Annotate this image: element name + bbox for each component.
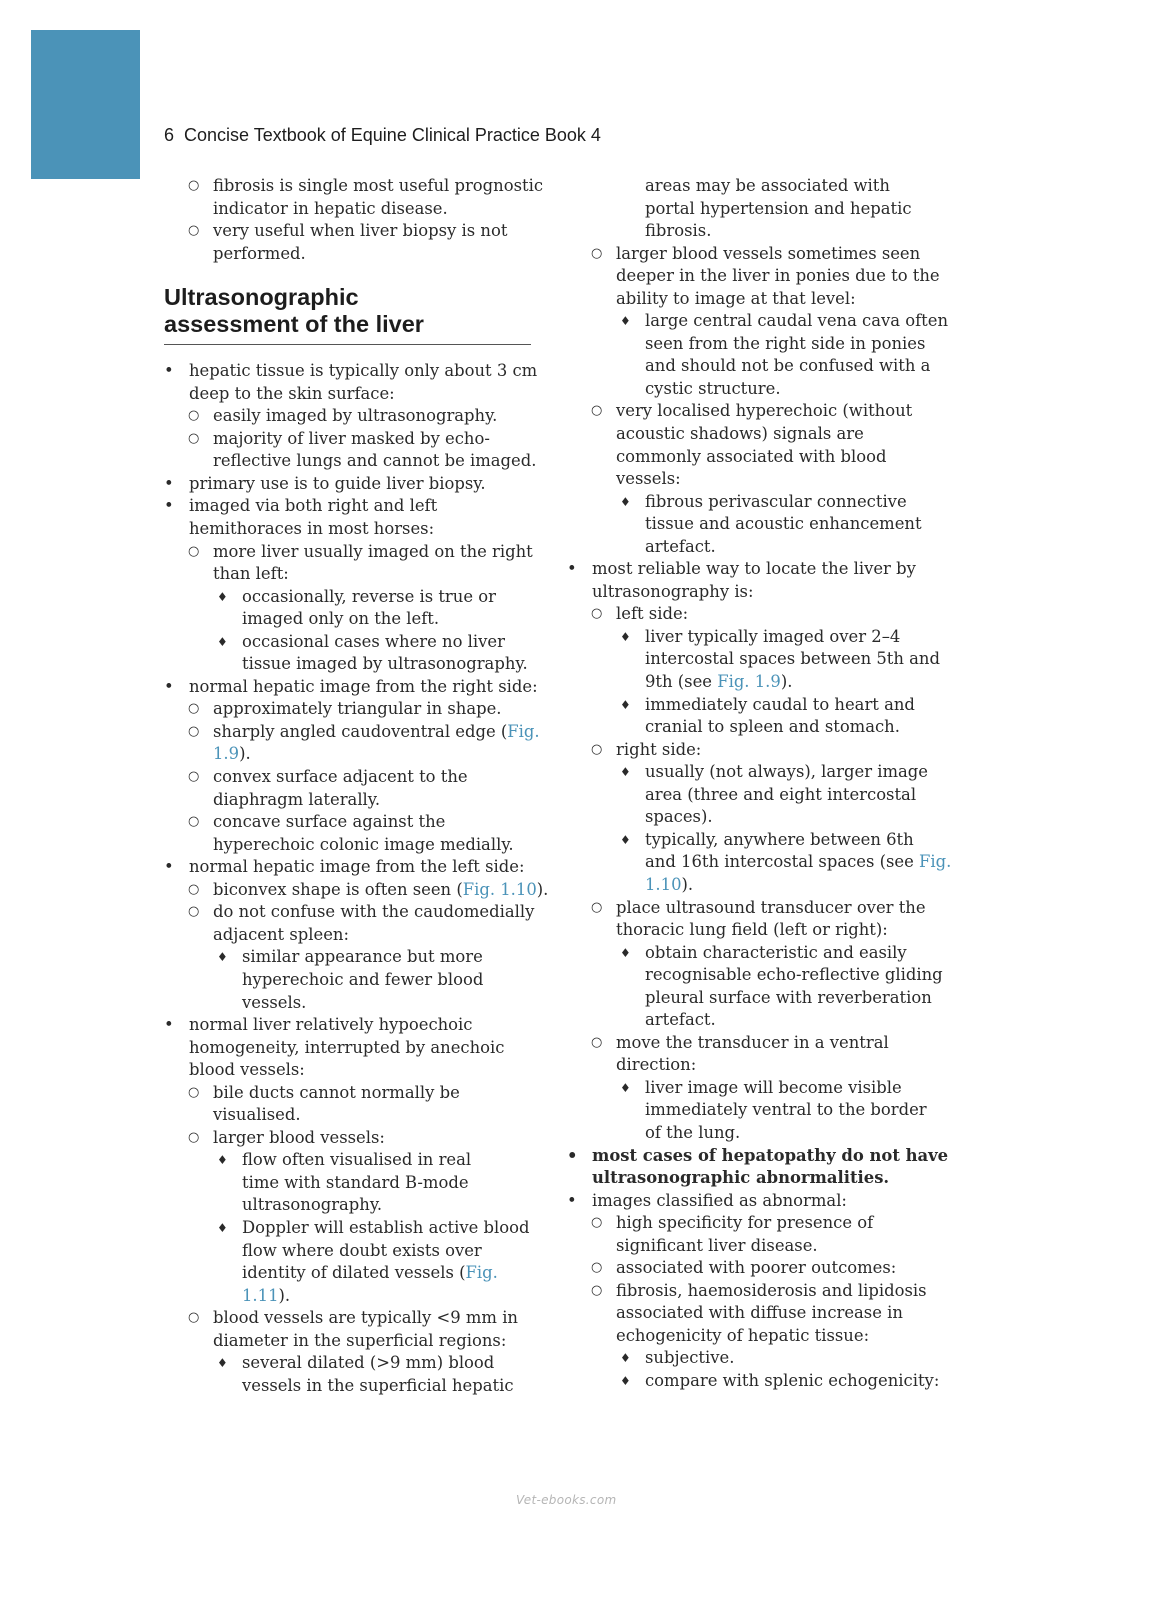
line-text: diaphragm laterally.	[213, 789, 381, 809]
line-text: spaces).	[645, 807, 713, 827]
text-line	[567, 851, 952, 874]
line-text: left side:	[616, 604, 689, 624]
line-text: acoustic shadows) signals are	[616, 424, 864, 444]
line-text: do not confuse with the caudomedially	[213, 902, 535, 922]
bullet-marker: •	[567, 1190, 577, 1210]
text-line	[164, 450, 536, 473]
text-line	[567, 694, 945, 717]
bullet-marker: •	[164, 857, 174, 877]
line-text: hepatic tissue is typically only about 3 cm	[189, 361, 538, 381]
text-line	[164, 879, 549, 902]
line-text: biconvex shape is often seen (	[213, 879, 463, 899]
line-text: place ultrasound transducer over the	[616, 897, 926, 917]
line-text: ).	[278, 1285, 291, 1305]
line-text: associated with diffuse increase in	[616, 1303, 903, 1323]
figure-link[interactable]: Fig. 1.10	[462, 879, 537, 899]
text-line	[567, 1077, 945, 1100]
text-line	[567, 1122, 945, 1145]
line-text: fibrosis is single most useful prognostic	[213, 176, 544, 195]
line-text: homogeneity, interrupted by anechoic	[189, 1037, 505, 1057]
line-text: ability to image at that level:	[616, 288, 856, 308]
text-line	[164, 1194, 536, 1217]
text-line	[567, 1145, 949, 1168]
text-line	[164, 946, 536, 969]
text-line	[164, 360, 536, 383]
text-line	[164, 541, 536, 564]
page-number: 6	[164, 125, 175, 145]
figure-link[interactable]: 1.11	[242, 1285, 279, 1305]
text-line	[567, 220, 945, 243]
circle-marker: ○	[591, 1215, 603, 1231]
diamond-marker: ♦	[620, 697, 631, 712]
text-line	[567, 829, 945, 852]
bullet-marker: •	[567, 1145, 578, 1165]
line-text: ultrasonographic abnormalities.	[592, 1168, 890, 1188]
line-text: imaged via both right and left	[189, 496, 438, 516]
line-text: most cases of hepatopathy do not have	[592, 1145, 949, 1165]
heading-line: assessment of the liver	[164, 311, 424, 338]
circle-marker: ○	[591, 741, 603, 757]
line-text: ultrasonography.	[242, 1195, 383, 1215]
line-text: several dilated (>9 mm) blood	[242, 1353, 495, 1373]
text-line	[164, 721, 540, 744]
diamond-marker: ♦	[620, 945, 631, 960]
line-text: adjacent spleen:	[213, 924, 349, 944]
line-text: commonly associated with blood	[616, 446, 887, 466]
text-line	[567, 1347, 945, 1370]
line-text: recognisable echo-reflective gliding	[645, 965, 943, 985]
line-text: vessels.	[242, 992, 307, 1012]
line-text: associated with poorer outcomes:	[616, 1258, 897, 1278]
text-line	[164, 1059, 536, 1082]
line-text: portal hypertension and hepatic	[645, 198, 912, 218]
text-line	[567, 400, 945, 423]
diamond-marker: ♦	[217, 950, 228, 965]
circle-marker: ○	[188, 723, 200, 739]
text-line	[164, 518, 536, 541]
circle-marker: ○	[188, 1084, 200, 1100]
line-text: more liver usually imaged on the right	[213, 541, 533, 561]
text-line	[164, 1217, 536, 1240]
line-text: convex surface adjacent to the	[213, 767, 468, 787]
line-text: imaged only on the left.	[242, 609, 440, 629]
line-text: liver typically imaged over 2–4	[645, 626, 901, 646]
line-text: area (three and eight intercostal	[645, 784, 917, 804]
circle-marker: ○	[188, 769, 200, 785]
line-text: fibrous perivascular connective	[645, 491, 907, 511]
text-line	[567, 942, 945, 965]
line-text: artefact.	[645, 1010, 716, 1030]
figure-link[interactable]: Fig.	[507, 721, 540, 741]
bullet-marker: •	[164, 361, 174, 381]
diamond-marker: ♦	[620, 629, 631, 644]
line-text: very useful when liver biopsy is not	[213, 221, 508, 241]
text-line	[164, 1352, 536, 1375]
line-text: 9th (see	[645, 672, 718, 692]
line-text: and 16th intercostal spaces (see	[645, 852, 920, 872]
line-text: identity of dilated vessels (	[242, 1263, 466, 1283]
text-line	[567, 423, 945, 446]
text-line	[164, 789, 536, 812]
line-text: vessels in the superficial hepatic	[242, 1375, 514, 1395]
circle-marker: ○	[591, 403, 603, 419]
text-line	[164, 811, 536, 834]
text-line	[164, 1172, 536, 1195]
diamond-marker: ♦	[217, 589, 228, 604]
text-line	[567, 1370, 945, 1393]
text-line	[567, 536, 945, 559]
line-text: blood vessels:	[189, 1060, 305, 1080]
circle-marker: ○	[188, 814, 200, 830]
line-text: reflective lungs and cannot be imaged.	[213, 451, 537, 471]
line-text: high specificity for presence of	[616, 1213, 874, 1233]
figure-link[interactable]: Fig.	[465, 1263, 498, 1283]
line-text: right side:	[616, 739, 702, 759]
text-line	[567, 198, 945, 221]
line-text: flow often visualised in real	[242, 1150, 472, 1170]
text-line	[567, 513, 945, 536]
section-heading	[164, 284, 531, 345]
text-line	[164, 1037, 536, 1060]
text-line	[164, 1240, 536, 1263]
line-text: typically, anywhere between 6th	[645, 829, 914, 849]
text-line	[164, 1307, 536, 1330]
line-text: very localised hyperechoic (without	[616, 401, 913, 421]
line-text: move the transducer in a ventral	[616, 1032, 889, 1052]
line-text: areas may be associated with	[645, 176, 890, 195]
circle-marker: ○	[591, 245, 603, 261]
circle-marker: ○	[591, 606, 603, 622]
text-line	[567, 716, 945, 739]
text-line	[164, 198, 536, 221]
text-line	[567, 1235, 945, 1258]
line-text: normal hepatic image from the right side:	[189, 676, 538, 696]
circle-marker: ○	[591, 899, 603, 915]
text-line	[567, 1167, 945, 1190]
diamond-marker: ♦	[217, 1356, 228, 1371]
line-text: cranial to spleen and stomach.	[645, 717, 900, 737]
line-text: deeper in the liver in ponies due to the	[616, 266, 940, 286]
text-line	[164, 1104, 536, 1127]
line-text: ).	[239, 744, 251, 764]
line-text: blood vessels are typically <9 mm in	[213, 1308, 518, 1328]
text-line	[164, 698, 536, 721]
line-text: significant liver disease.	[616, 1235, 818, 1255]
diamond-marker: ♦	[217, 1153, 228, 1168]
line-text: vessels:	[616, 469, 681, 489]
text-line	[567, 897, 945, 920]
line-text: intercostal spaces between 5th and	[645, 649, 940, 669]
text-line	[567, 558, 945, 581]
text-line	[567, 1054, 945, 1077]
line-text: direction:	[616, 1055, 697, 1075]
text-line	[567, 1009, 945, 1032]
line-text: pleural surface with reverberation	[645, 987, 932, 1007]
line-text: thoracic lung field (left or right):	[616, 920, 888, 940]
chapter-color-tab	[31, 30, 140, 179]
text-line	[164, 1285, 536, 1308]
text-line	[164, 1082, 536, 1105]
line-text: tissue and acoustic enhancement	[645, 514, 922, 534]
text-line	[567, 1212, 945, 1235]
line-text: images classified as abnormal:	[592, 1190, 847, 1210]
text-line	[164, 608, 536, 631]
circle-marker: ○	[188, 543, 200, 559]
line-text: easily imaged by ultrasonography.	[213, 406, 498, 426]
text-line	[164, 495, 536, 518]
line-text: tissue imaged by ultrasonography.	[242, 654, 528, 674]
line-text: normal hepatic image from the left side:	[189, 857, 525, 877]
heading-line: Ultrasonographic	[164, 284, 359, 311]
line-text: Doppler will establish active blood	[242, 1217, 530, 1237]
line-text: diameter in the superficial regions:	[213, 1330, 507, 1350]
text-line	[567, 874, 945, 897]
diamond-marker: ♦	[620, 1351, 631, 1366]
circle-marker: ○	[188, 904, 200, 920]
text-line	[567, 355, 945, 378]
line-text: time with standard B-mode	[242, 1172, 469, 1192]
text-line	[164, 563, 536, 586]
line-text: performed.	[213, 243, 306, 263]
text-line	[164, 473, 536, 496]
line-text: ).	[780, 672, 793, 692]
line-text: ultrasonography is:	[592, 581, 754, 601]
line-text: visualised.	[213, 1105, 301, 1125]
circle-marker: ○	[188, 223, 200, 239]
line-text: immediately caudal to heart and	[645, 694, 915, 714]
line-text: large central caudal vena cava often	[645, 311, 949, 331]
text-line	[567, 784, 945, 807]
text-line	[164, 1014, 536, 1037]
line-text: of the lung.	[645, 1122, 741, 1142]
line-text: hyperechoic and fewer blood	[242, 969, 484, 989]
line-text: ).	[681, 874, 694, 894]
book-title: Concise Textbook of Equine Clinical Practice Book 4	[184, 125, 601, 145]
line-text: than left:	[213, 564, 289, 584]
text-line	[164, 924, 536, 947]
diamond-marker: ♦	[620, 314, 631, 329]
text-line	[164, 405, 536, 428]
line-text: hemithoraces in most horses:	[189, 519, 435, 539]
text-line	[567, 288, 945, 311]
line-text: concave surface against the	[213, 812, 446, 832]
text-line	[567, 1257, 945, 1280]
text-line	[567, 491, 945, 514]
text-line	[567, 964, 945, 987]
figure-link[interactable]: 1.9	[213, 744, 240, 764]
text-line	[567, 603, 945, 626]
text-line	[567, 333, 945, 356]
line-text: similar appearance but more	[242, 947, 483, 967]
bullet-marker: •	[164, 473, 174, 493]
line-text: fibrosis, haemosiderosis and lipidosis	[616, 1280, 927, 1300]
running-header	[164, 125, 601, 146]
line-text: immediately ventral to the border	[645, 1100, 927, 1120]
watermark: Vet-ebooks.com	[516, 1493, 617, 1507]
bullet-marker: •	[164, 1015, 174, 1035]
line-text: obtain characteristic and easily	[645, 942, 907, 962]
circle-marker: ○	[188, 178, 200, 193]
text-line	[164, 766, 536, 789]
circle-marker: ○	[591, 1034, 603, 1050]
text-line	[567, 739, 945, 762]
text-line	[567, 1302, 945, 1325]
circle-marker: ○	[188, 701, 200, 717]
line-text: echogenicity of hepatic tissue:	[616, 1325, 870, 1345]
line-text: indicator in hepatic disease.	[213, 198, 448, 218]
text-line	[567, 175, 945, 198]
figure-link[interactable]: Fig. 1.9	[717, 672, 781, 692]
text-line	[164, 175, 544, 198]
text-line	[567, 243, 945, 266]
text-line	[164, 901, 536, 924]
line-text: most reliable way to locate the liver by	[592, 559, 916, 579]
text-line	[164, 743, 536, 766]
text-line	[164, 653, 536, 676]
diamond-marker: ♦	[620, 494, 631, 509]
text-line	[164, 428, 536, 451]
text-line	[164, 834, 536, 857]
line-text: usually (not always), larger image	[645, 762, 929, 782]
diamond-marker: ♦	[620, 1373, 631, 1388]
text-line	[164, 1127, 536, 1150]
text-line	[567, 1325, 945, 1348]
line-text: normal liver relatively hypoechoic	[189, 1015, 473, 1035]
text-line	[164, 1149, 536, 1172]
line-text: approximately triangular in shape.	[213, 699, 502, 719]
text-line	[164, 992, 536, 1015]
line-text: cystic structure.	[645, 378, 781, 398]
line-text: deep to the skin surface:	[189, 383, 395, 403]
text-line	[567, 378, 945, 401]
text-line	[164, 856, 536, 879]
text-line	[567, 1099, 945, 1122]
diamond-marker: ♦	[217, 634, 228, 649]
text-line	[567, 671, 945, 694]
text-line	[567, 626, 945, 649]
text-line	[567, 761, 945, 784]
circle-marker: ○	[591, 1282, 603, 1298]
line-text: and should not be confused with a	[645, 356, 931, 376]
line-text: artefact.	[645, 536, 716, 556]
line-text: majority of liver masked by echo-	[213, 428, 490, 448]
text-line	[567, 1190, 945, 1213]
circle-marker: ○	[188, 1310, 200, 1326]
text-line	[567, 987, 945, 1010]
line-text: subjective.	[645, 1348, 735, 1368]
circle-marker: ○	[188, 881, 200, 897]
line-text: bile ducts cannot normally be	[213, 1082, 460, 1102]
text-line	[567, 1032, 945, 1055]
figure-link[interactable]: 1.10	[645, 874, 682, 894]
diamond-marker: ♦	[217, 1220, 228, 1235]
line-text: occasional cases where no liver	[242, 631, 505, 651]
line-text: larger blood vessels sometimes seen	[616, 243, 921, 263]
diamond-marker: ♦	[620, 832, 631, 847]
bullet-marker: •	[164, 496, 174, 516]
line-text: seen from the right side in ponies	[645, 333, 926, 353]
circle-marker: ○	[591, 1260, 603, 1276]
line-text: flow where doubt exists over	[242, 1240, 482, 1260]
line-text: liver image will become visible	[645, 1077, 902, 1097]
figure-link[interactable]: Fig.	[919, 852, 952, 872]
right-column	[567, 175, 952, 1393]
text-line	[164, 383, 536, 406]
circle-marker: ○	[188, 408, 200, 424]
diamond-marker: ♦	[620, 765, 631, 780]
text-line	[567, 265, 945, 288]
text-line	[567, 648, 945, 671]
text-line	[164, 1262, 536, 1285]
text-line	[164, 631, 536, 654]
text-line	[164, 220, 536, 243]
line-text: ).	[536, 879, 549, 899]
line-text: sharply angled caudoventral edge (	[213, 721, 508, 741]
left-column	[164, 175, 549, 1397]
text-line	[164, 1330, 536, 1353]
text-line	[567, 919, 945, 942]
line-text: compare with splenic echogenicity:	[645, 1370, 940, 1390]
text-line	[164, 1375, 536, 1398]
text-line	[567, 1280, 945, 1303]
line-text: primary use is to guide liver biopsy.	[189, 473, 486, 493]
text-line	[164, 586, 536, 609]
text-line	[567, 446, 945, 469]
line-text: hyperechoic colonic image medially.	[213, 834, 514, 854]
line-text: larger blood vessels:	[213, 1127, 385, 1147]
text-line	[164, 676, 536, 699]
text-line	[164, 969, 536, 992]
bullet-marker: •	[567, 559, 577, 579]
text-line	[567, 310, 949, 333]
text-line	[567, 581, 945, 604]
bullet-marker: •	[164, 676, 174, 696]
line-text: fibrosis.	[645, 221, 712, 241]
text-line	[567, 806, 945, 829]
text-line	[164, 243, 536, 266]
text-line	[567, 468, 945, 491]
diamond-marker: ♦	[620, 1080, 631, 1095]
circle-marker: ○	[188, 1129, 200, 1145]
circle-marker: ○	[188, 430, 200, 446]
line-text: occasionally, reverse is true or	[242, 586, 496, 606]
